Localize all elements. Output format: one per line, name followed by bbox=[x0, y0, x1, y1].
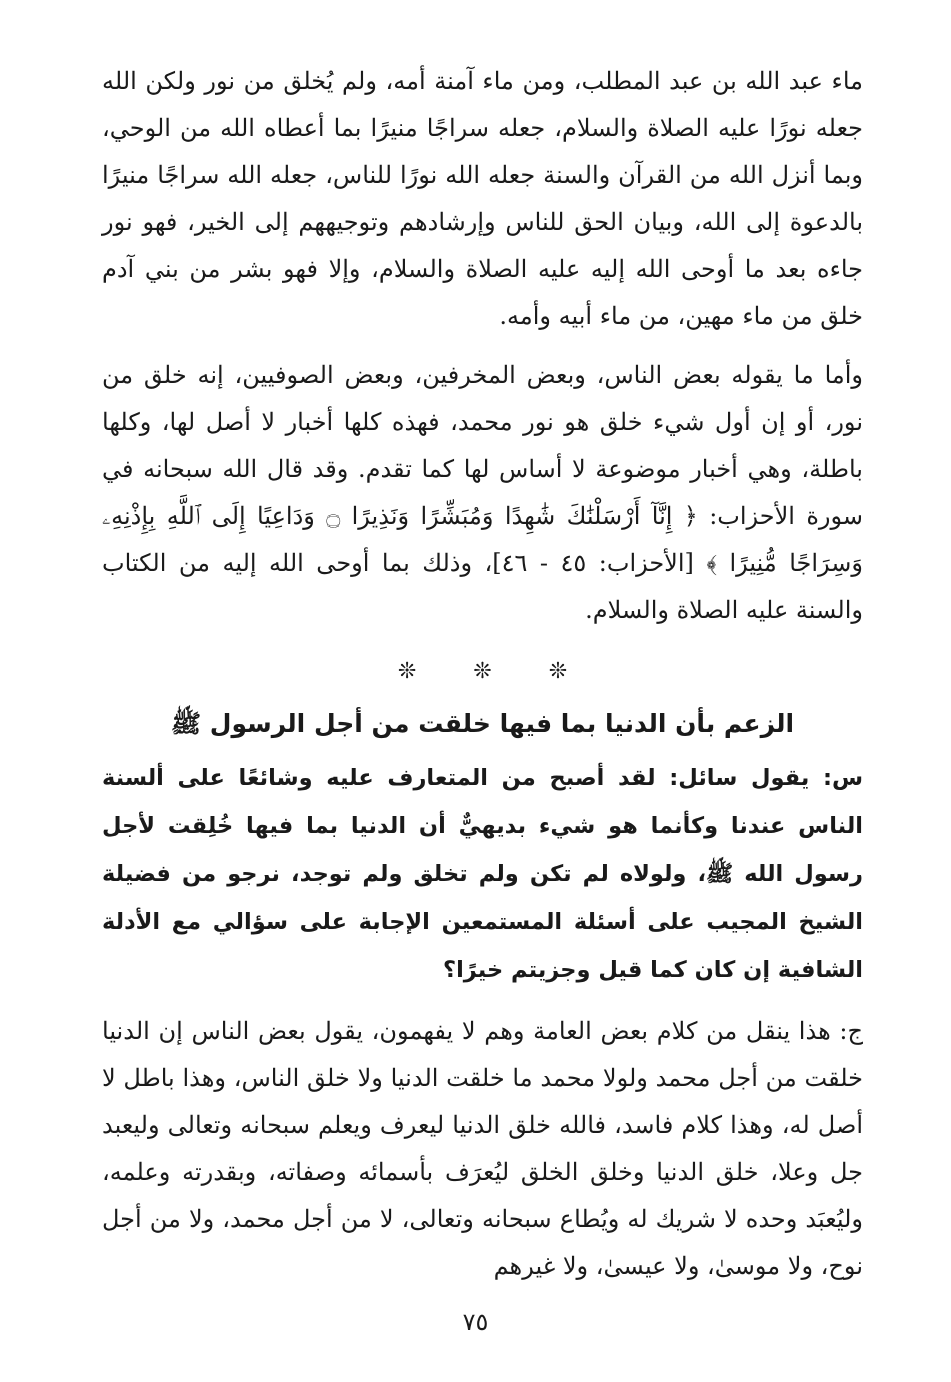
paragraph-intro: ماء عبد الله بن عبد المطلب، ومن ماء آمنة أمه، ولم يُخلق من نور ولكن الله جعله نورًا عليه الصلاة والسلام، جعله سراجًا منيرًا بما أعطاه الله من الوحي، وبما أنزل الله من القرآن والسنة جعله الله نورًا للناس، جعله الله سراجًا منيرًا بالدعوة إلى الله، وبيان الحق للناس وإرشادهم وتوجيههم إلى الخير، فهو نور جاءه بعد ما أوحى الله إليه عليه الصلاة والسلام، وإلا فهو بشر من بني آدم خلق من ماء مهين، من ماء أبيه وأمه. bbox=[102, 67, 863, 330]
paragraph-claims: وأما ما يقوله بعض الناس، وبعض المخرفين، وبعض الصوفيين، إنه خلق من نور، أو إن أول شيء خلق هو نور محمد، فهذه كلها أخبار لا أصل لها، وكلها باطلة، وهي أخبار موضوعة لا أساس لها كما تقدم. وقد قال الله سبحانه في سورة الأحزاب: ﴿ إِنَّآ أَرْسَلْنَٰكَ شَٰهِدًا وَمُبَشِّرًا وَنَذِيرًا ۝ وَدَاعِيًا إِلَى ٱللَّهِ بِإِذْنِهِۦ وَسِرَاجًا مُّنِيرًا ﴾ [الأحزاب: ٤٥ - ٤٦]، وذلك بما أوحى الله إليه من الكتاب والسنة عليه الصلاة والسلام. bbox=[102, 361, 864, 624]
section-title: الزعم بأن الدنيا بما فيها خلقت من أجل الرسول ﷺ bbox=[170, 709, 795, 738]
section-separator: ❊ ❊ ❊ bbox=[397, 659, 568, 684]
question-paragraph: س: يقول سائل: لقد أصبح من المتعارف عليه وشائعًا على ألسنة الناس عندنا وكأنما هو شيء بديهيٌّ أن الدنيا بما فيها خُلِقت لأجل رسول الله ﷺ، ولولاه لم تكن ولم تخلق ولم توجد، نرجو من فضيلة الشيخ المجيب على أسئلة المستمعين الإجابة على سؤالي مع الأدلة الشافية إن كان كما قيل وجزيتم خيرًا؟ bbox=[102, 765, 863, 983]
page-number: ٧٥ bbox=[462, 1308, 489, 1336]
answer-paragraph: ج: هذا ينقل من كلام بعض العامة وهم لا يفهمون، يقول بعض الناس إن الدنيا خلقت من أجل محمد ولولا محمد ما خلقت الدنيا ولا خلق الناس، وهذا باطل لا أصل له، وهذا كلام فاسد، فالله خلق الدنيا ليعرف ويعلم سبحانه وتعالى وليعبد جل وعلا، خلق الدنيا وخلق الخلق ليُعرَف بأسمائه وصفاته، وبقدرته وعلمه، وليُعبَد وحده لا شريك له ويُطاع سبحانه وتعالى، لا من أجل محمد، ولا من أجل نوح، ولا موسىٰ، ولا عيسىٰ، ولا غيرهم bbox=[102, 1017, 863, 1280]
